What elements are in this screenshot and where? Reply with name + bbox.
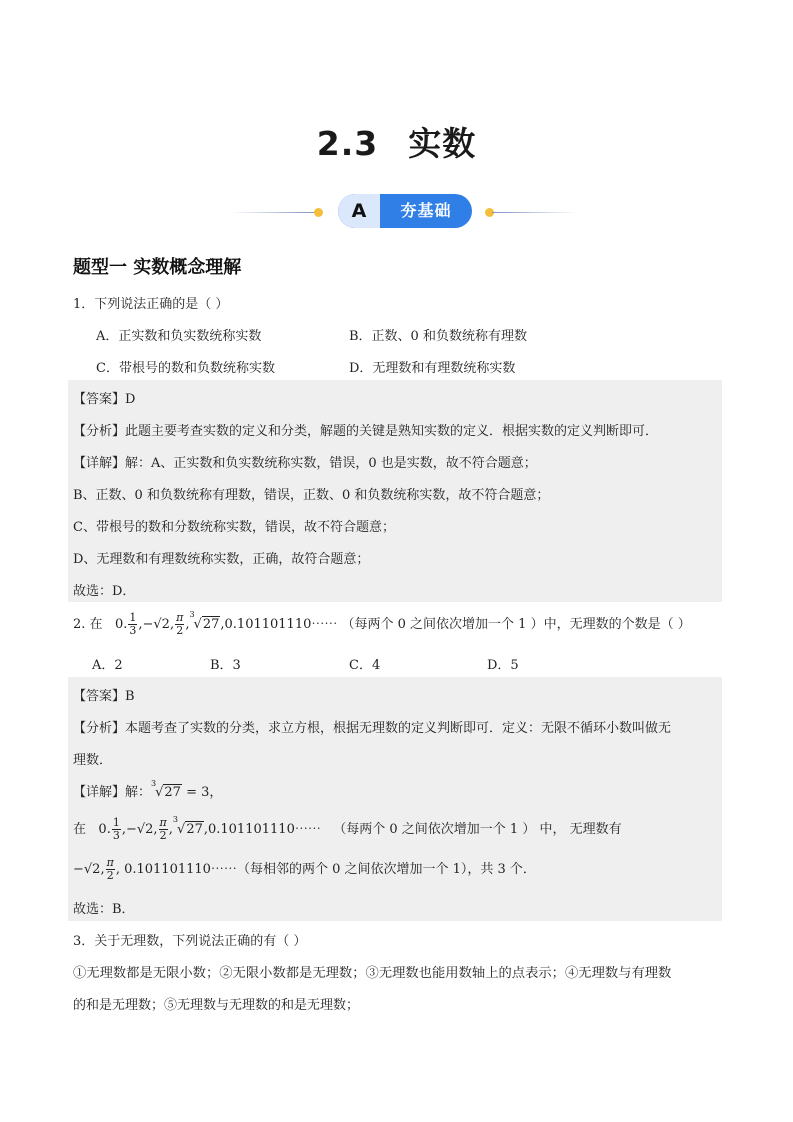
section-banner	[338, 194, 472, 228]
banner-letter: A	[338, 194, 380, 228]
neg-sqrt2: ,−√2,	[121, 822, 158, 837]
section-heading: 题型一 实数概念理解	[73, 257, 242, 278]
detail-suffix: （每两个 0 之间依次增加一个 1 ） 中， 无理数有	[333, 822, 622, 837]
cube-root-arg: 27	[186, 822, 203, 837]
q1-detail-line: B、正数、0 和负数统称有理数，错误，正数、0 和负数统称实数，故不符合题意；	[73, 488, 550, 503]
detail-label: 【详解】解：	[73, 785, 152, 800]
fraction-numerator: 1	[112, 816, 120, 829]
fraction-denominator: 2	[159, 829, 167, 842]
q2-option-b: B．3	[210, 658, 241, 673]
fraction-one-third	[128, 612, 137, 637]
q2-detail-line2	[73, 817, 622, 842]
q1-detail-line: D、无理数和有理数统称实数，正确，故符合题意；	[73, 552, 370, 567]
cube-root-eq: $^3$√27 = 3，	[151, 779, 223, 800]
q1-detail-line: C、带根号的数和分数统称实数，错误，故不符合题意；	[73, 520, 395, 535]
cube-root-arg: 27	[202, 617, 220, 632]
q2-option-a: A．2	[92, 658, 123, 673]
fraction-denominator: 2	[176, 624, 184, 637]
q2-choose: 故选：B．	[73, 902, 135, 917]
fraction-pi-half	[106, 857, 115, 882]
neg-sqrt2: ,−√2,	[138, 617, 175, 632]
q2-number-list: 0. $\frac{1}{3}$ ,−√2, $\frac{\pi}{2}$ ,$^3$√27,0.101101110⋯⋯	[98, 815, 321, 842]
repeating-decimal: ,0.101101110⋯⋯	[203, 822, 321, 837]
fraction-numerator: 1	[129, 611, 137, 624]
fraction-pi-half	[175, 612, 184, 637]
cube-root-result: = 3，	[186, 785, 223, 800]
repeating-decimal: , 0.101101110⋯⋯	[115, 862, 237, 877]
q2-option-c: C．4	[349, 658, 381, 673]
fraction-numerator: π	[159, 816, 167, 829]
q3-stem: 3．关于无理数，下列说法正确的有（ ）	[73, 934, 307, 949]
q2-answer: 【答案】B	[73, 689, 135, 704]
title-number: 2.3	[316, 124, 379, 163]
cube-root-index: 3	[172, 815, 179, 824]
fraction-numerator: π	[176, 611, 184, 624]
fraction-pi-half	[159, 817, 168, 842]
fraction-denominator: 3	[112, 829, 120, 842]
neg-sqrt2: −√2,	[73, 862, 105, 877]
q1-choose: 故选：D．	[73, 584, 136, 599]
banner-dot-left	[314, 208, 323, 217]
q1-stem: 1．下列说法正确的是（ ）	[73, 297, 229, 312]
q1-analysis: 【分析】此题主要考查实数的定义和分类，解题的关键是熟知实数的定义．根据实数的定义判断即可．	[73, 424, 659, 439]
q1-option-c: C．带根号的数和负数统称实数	[96, 361, 275, 376]
q2-number-list: 0. $\frac{1}{3}$ ,−√2, $\frac{\pi}{2}$ ,$^3$√27,0.101101110⋯⋯	[114, 610, 338, 637]
q2-stem-suffix: （每两个 0 之间依次增加一个 1 ）中，无理数的个数是（ ）	[341, 617, 691, 632]
q1-option-b: B．正数、0 和负数统称有理数	[349, 329, 527, 344]
q2-stem	[73, 612, 691, 637]
q1-option-d: D．无理数和有理数统称实数	[349, 361, 516, 376]
repeating-decimal: ,0.101101110⋯⋯	[220, 617, 338, 632]
banner-line-right	[492, 212, 576, 213]
q1-answer: 【答案】D	[73, 392, 136, 407]
q2-detail-line3	[73, 857, 536, 882]
q1-option-a: A．正实数和负实数统称实数	[96, 329, 262, 344]
banner-line-left	[232, 212, 316, 213]
q2-option-d: D．5	[487, 658, 519, 673]
fraction-numerator: π	[106, 856, 114, 869]
detail-suffix: （每相邻的两个 0 之间依次增加一个 1），共 3 个．	[236, 862, 536, 877]
fraction-one-third	[112, 817, 121, 842]
detail-prefix: 在	[73, 822, 87, 837]
title-text: 实数	[408, 124, 477, 163]
fraction-denominator: 3	[129, 624, 137, 637]
q2-analysis-cont: 理数．	[73, 753, 113, 768]
q2-detail-head	[73, 781, 222, 800]
q3-statement-line: 的和是无理数；⑤无理数与无理数的和是无理数；	[73, 998, 360, 1013]
q2-analysis: 【分析】本题考查了实数的分类，求立方根，根据无理数的定义判断即可．定义：无限不循环小数叫做无	[73, 721, 672, 736]
q1-detail-line: 【详解】解：A、正实数和负实数统称实数，错误，0 也是实数，故不符合题意；	[73, 456, 537, 471]
cube-root-index: 3	[151, 779, 157, 788]
q2-prefix: 2. 在	[73, 617, 103, 632]
q3-statement-line: ①无理数都是无限小数；②无限小数都是无理数；③无理数也能用数轴上的点表示；④无理数与有理数	[73, 966, 672, 981]
page-title	[0, 118, 793, 165]
cube-root-arg: 27	[164, 785, 181, 800]
banner-label: 夯基础	[400, 201, 452, 220]
cube-root-index: 3	[189, 610, 195, 619]
fraction-denominator: 2	[106, 869, 114, 882]
